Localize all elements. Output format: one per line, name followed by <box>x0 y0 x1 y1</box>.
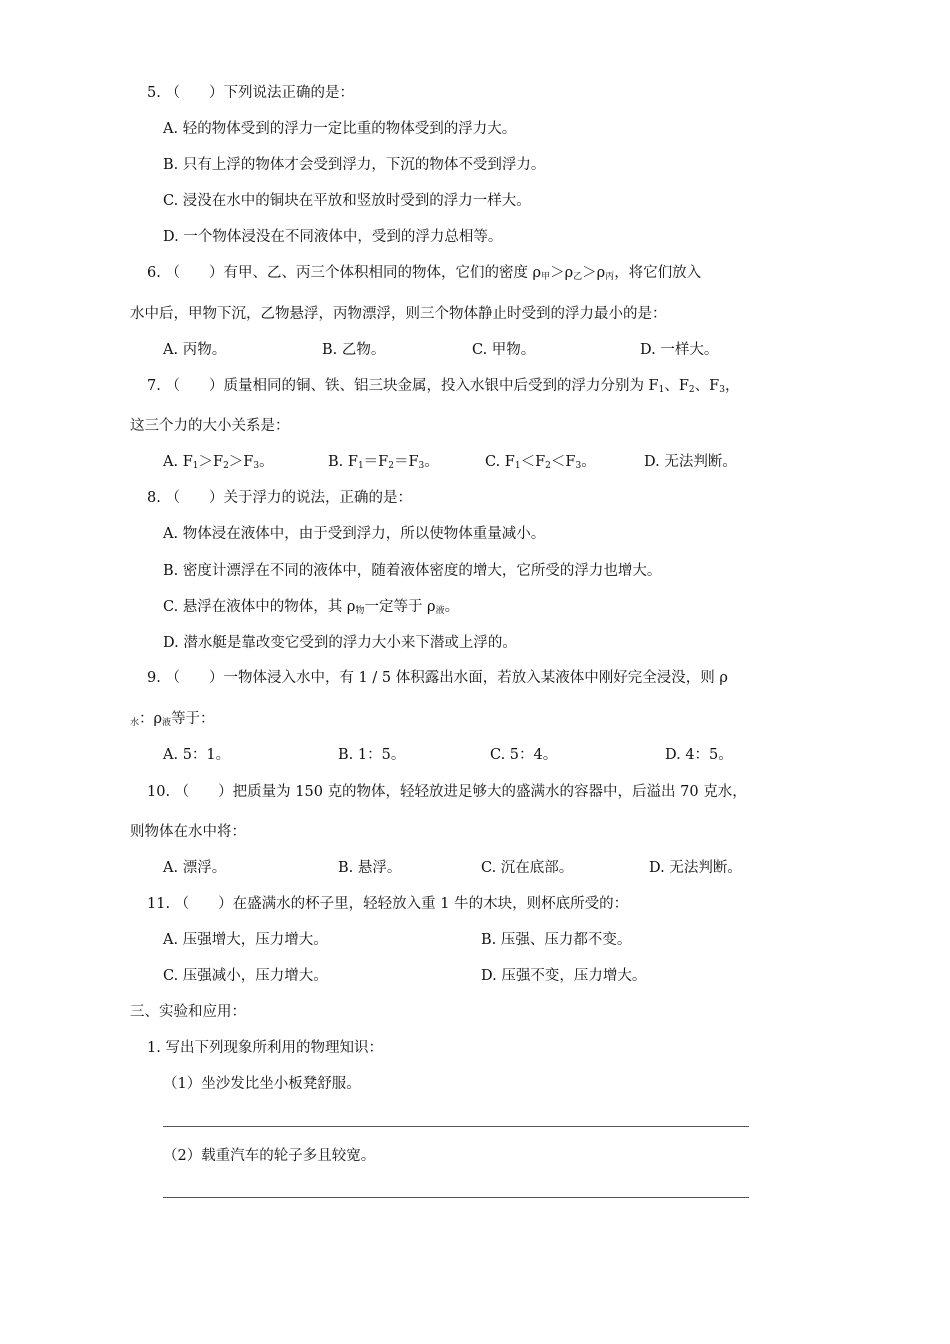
q9-option-d: D. 4：5。 <box>665 747 733 763</box>
q11-stem: 11. （ ）在盛满水的杯子里，轻轻放入重 1 牛的木块，则杯底所受的： <box>147 896 629 912</box>
section3-question1: 1. 写出下列现象所利用的物理知识： <box>147 1040 383 1056</box>
q10-option-a: A. 漂浮。 <box>163 860 227 876</box>
q6-option-a: A. 丙物。 <box>163 342 227 358</box>
q10-stem-line1: 10. （ ）把质量为 150 克的物体，轻轻放进足够大的盛满水的容器中，后溢出 70 克水， <box>147 784 747 800</box>
q6-stem-line1: 6. （ ）有甲、乙、丙三个体积相同的物体，它们的密度 $\rho_甲>\rho_乙>\rho_丙$，将它们放入 <box>147 265 702 282</box>
q5-option-b: B. 只有上浮的物体才会受到浮力，下沉的物体不受到浮力。 <box>163 157 546 173</box>
q7-option-b: B. $F_1=F_2=F_3$。 <box>328 454 439 471</box>
q7-option-c: C. $F_1<F_2<F_3$。 <box>485 454 596 471</box>
section3-item1: （1）坐沙发比坐小板凳舒服。 <box>163 1076 361 1092</box>
q6-stem-line2: 水中后，甲物下沉，乙物悬浮，丙物漂浮，则三个物体静止时受到的浮力最小的是： <box>130 306 667 322</box>
q5-option-a: A. 轻的物体受到的浮力一定比重的物体受到的浮力大。 <box>163 121 517 137</box>
q7-stem-line2: 这三个力的大小关系是： <box>130 418 290 434</box>
q6-option-d: D. 一样大。 <box>640 342 719 358</box>
section3-item2: （2）载重汽车的轮子多且较宽。 <box>163 1148 376 1164</box>
q10-option-d: D. 无法判断。 <box>649 860 742 876</box>
answer-line-1[interactable] <box>163 1126 749 1127</box>
q9-option-c: C. 5：4。 <box>490 747 558 763</box>
q9-stem-line2: $_水$：$\rho_液$等于： <box>130 711 215 728</box>
section3-heading: 三、实验和应用： <box>130 1004 246 1020</box>
q8-option-b: B. 密度计漂浮在不同的液体中，随着液体密度的增大，它所受的浮力也增大。 <box>163 563 662 579</box>
q6-option-b: B. 乙物。 <box>322 342 386 358</box>
q7-stem-line1: 7. （ ）质量相同的铜、铁、铝三块金属，投入水银中后受到的浮力分别为 $F_1$、$F_2$、$F_3$， <box>147 378 740 395</box>
q8-stem: 8. （ ）关于浮力的说法，正确的是： <box>147 490 412 506</box>
q7-option-d: D. 无法判断。 <box>644 454 737 470</box>
q5-option-c: C. 浸没在水中的铜块在平放和竖放时受到的浮力一样大。 <box>163 193 531 209</box>
q11-option-a: A. 压强增大，压力增大。 <box>163 932 328 948</box>
answer-line-2[interactable] <box>163 1197 749 1198</box>
q6-option-c: C. 甲物。 <box>472 342 536 358</box>
q10-option-b: B. 悬浮。 <box>338 860 402 876</box>
q8-option-c: C. 悬浮在液体中的物体，其 $\rho_物$一定等于 $\rho_液$。 <box>163 599 460 616</box>
q11-option-b: B. 压强、压力都不变。 <box>481 932 632 948</box>
q10-option-c: C. 沉在底部。 <box>481 860 574 876</box>
q11-option-c: C. 压强减小，压力增大。 <box>163 968 328 984</box>
q9-stem-line1: 9. （ ）一物体浸入水中，有 1 / 5 体积露出水面，若放入某液体中刚好完全浸没，则 ρ <box>147 670 728 686</box>
q5-stem: 5. （ ）下列说法正确的是： <box>147 85 354 101</box>
q9-option-b: B. 1：5。 <box>338 747 406 763</box>
q5-option-d: D. 一个物体浸没在不同液体中，受到的浮力总相等。 <box>163 229 503 245</box>
q9-option-a: A. 5：1。 <box>163 747 231 763</box>
q11-option-d: D. 压强不变，压力增大。 <box>481 968 647 984</box>
q7-option-a: A. $F_1>F_2>F_3$。 <box>163 454 274 471</box>
q8-option-d: D. 潜水艇是靠改变它受到的浮力大小来下潜或上浮的。 <box>163 635 517 651</box>
q10-stem-line2: 则物体在水中将： <box>130 824 246 840</box>
q8-option-a: A. 物体浸在液体中，由于受到浮力，所以使物体重量减小。 <box>163 526 546 542</box>
